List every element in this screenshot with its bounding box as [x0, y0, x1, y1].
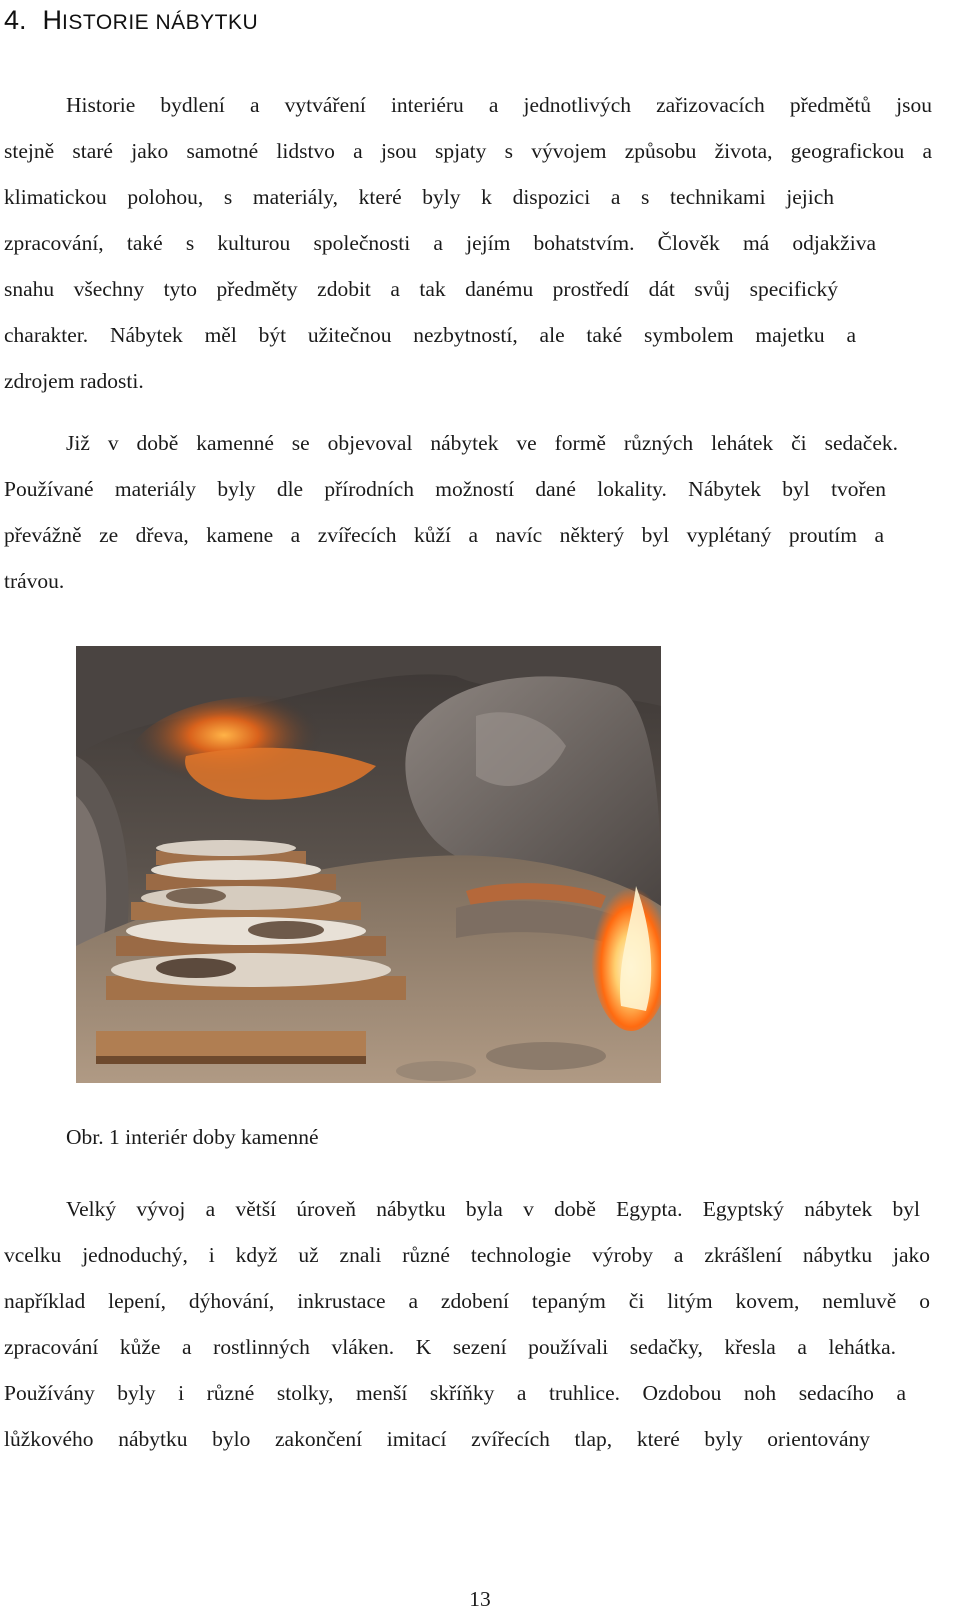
- paragraph-line: trávou.: [4, 569, 65, 593]
- paragraph-line: vcelku jednoduchý, i když už znali různé technologie výroby a zkrášlení nábytku jako: [4, 1243, 930, 1267]
- paragraph-egypt: [4, 1186, 930, 1462]
- paragraph-line: stejně staré jako samotné lidstvo a jsou spjaty s vývojem způsobu života, geografickou a: [4, 139, 932, 163]
- paragraph-stone-age: [4, 420, 898, 604]
- chapter-title-rest: ISTORIE NÁBYTKU: [62, 11, 259, 34]
- paragraph-line: zdrojem radosti.: [4, 369, 144, 393]
- cave-interior-image: [76, 646, 661, 1083]
- paragraph-line: Již v době kamenné se objevoval nábytek ve formě různých lehátek či sedaček.: [66, 431, 898, 455]
- chapter-title-initial: H: [42, 5, 63, 35]
- figure-caption: Obr. 1 interiér doby kamenné: [66, 1125, 319, 1149]
- paragraph-line: zpracování, také s kulturou společnosti a jejím bohatstvím. Člověk má odjakživa: [4, 231, 876, 255]
- paragraph-line: převážně ze dřeva, kamene a zvířecích kůží a navíc některý byl vyplétaný proutím a: [4, 523, 884, 547]
- paragraph-line: Velký vývoj a větší úroveň nábytku byla v době Egypta. Egyptský nábytek byl: [66, 1197, 920, 1221]
- paragraph-line: klimatickou polohou, s materiály, které byly k dispozici a s technikami jejich: [4, 185, 834, 209]
- chapter-heading: [4, 2, 258, 41]
- page-number: 13: [469, 1587, 491, 1611]
- paragraph-line: lůžkového nábytku bylo zakončení imitací zvířecích tlap, které byly orientovány: [4, 1427, 870, 1451]
- chapter-number: 4.: [4, 5, 27, 35]
- paragraph-history-intro: [4, 82, 932, 404]
- figure-stone-age-interior: [76, 646, 661, 1083]
- paragraph-line: například lepení, dýhování, inkrustace a zdobení tepaným či litým kovem, nemluvě o: [4, 1289, 930, 1313]
- paragraph-line: charakter. Nábytek měl být užitečnou nezbytností, ale také symbolem majetku a: [4, 323, 856, 347]
- paragraph-line: Používané materiály byly dle přírodních možností dané lokality. Nábytek byl tvořen: [4, 477, 886, 501]
- paragraph-line: Historie bydlení a vytváření interiéru a jednotlivých zařizovacích předmětů jsou: [66, 93, 932, 117]
- paragraph-line: zpracování kůže a rostlinných vláken. K sezení používali sedačky, křesla a lehátka.: [4, 1335, 896, 1359]
- paragraph-line: snahu všechny tyto předměty zdobit a tak danému prostředí dát svůj specifický: [4, 277, 838, 301]
- paragraph-line: Používány byly i různé stolky, menší skříňky a truhlice. Ozdobou noh sedacího a: [4, 1381, 906, 1405]
